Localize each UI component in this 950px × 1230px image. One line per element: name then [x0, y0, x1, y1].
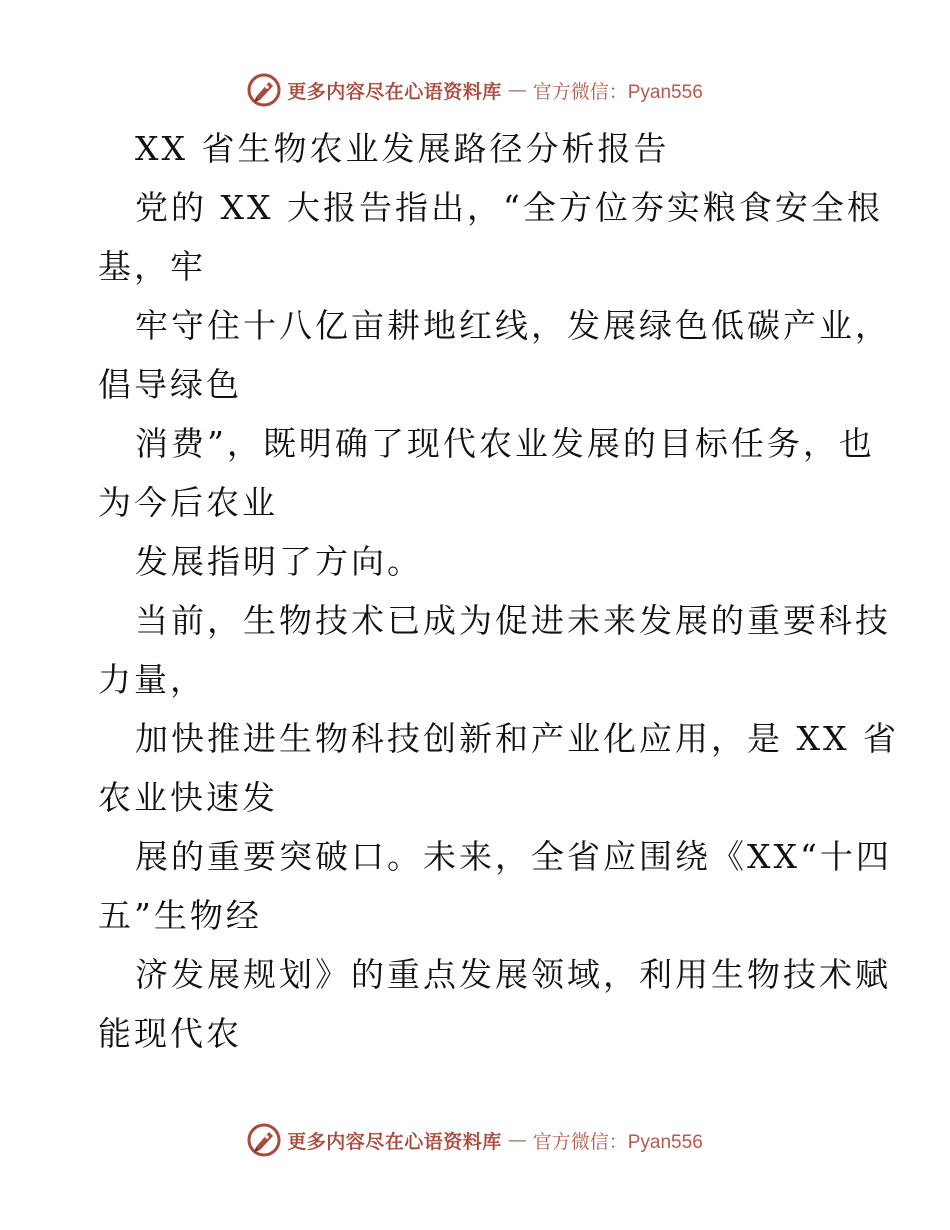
watermark-contact-id: Pyan556 [627, 1131, 703, 1153]
pen-logo-icon [247, 73, 281, 107]
text-line: 当前，生物技术已成为促进未来发展的重要科技 [135, 601, 891, 640]
text-line: 党的 XX 大报告指出，“全方位夯实粮食安全根 [135, 188, 883, 227]
watermark-separator: — [507, 79, 527, 101]
watermark-contact-id: Pyan556 [627, 81, 703, 103]
watermark-contact [533, 77, 703, 104]
text-line: 倡导绿色 [98, 365, 242, 404]
watermark-separator: — [507, 1129, 527, 1151]
text-line: 五”生物经 [98, 896, 262, 935]
watermark-contact [533, 1127, 703, 1154]
text-line: 发展指明了方向。 [135, 542, 423, 581]
text-line: 力量， [98, 660, 206, 699]
pen-logo-icon [247, 1123, 281, 1157]
text-line: 能现代农 [98, 1014, 242, 1053]
footer-watermark [0, 1120, 950, 1160]
watermark-group [247, 1123, 703, 1157]
watermark-text: 更多内容尽在心语资料库 [287, 1130, 502, 1153]
text-line: 展的重要突破口。未来，全省应围绕《XX“十四 [135, 837, 892, 876]
text-line: 基，牢 [98, 247, 206, 286]
watermark-text: 更多内容尽在心语资料库 [287, 80, 502, 103]
document-body [98, 119, 899, 1063]
watermark-contact-label: 官方微信： [532, 1130, 628, 1153]
text-line: 牢守住十八亿亩耕地红线，发展绿色低碳产业， [135, 306, 891, 345]
text-line: 消费”，既明确了现代农业发展的目标任务，也 [135, 424, 875, 463]
text-line: 为今后农业 [98, 483, 278, 522]
document-title: XX 省生物农业发展路径分析报告 [135, 129, 670, 168]
header-watermark [0, 70, 950, 110]
watermark-contact-label: 官方微信： [532, 80, 628, 103]
text-line: 加快推进生物科技创新和产业化应用，是 XX 省 [135, 719, 899, 758]
text-line: 济发展规划》的重点发展领域，利用生物技术赋 [135, 955, 891, 994]
text-line: 农业快速发 [98, 778, 278, 817]
watermark-group [247, 73, 703, 107]
